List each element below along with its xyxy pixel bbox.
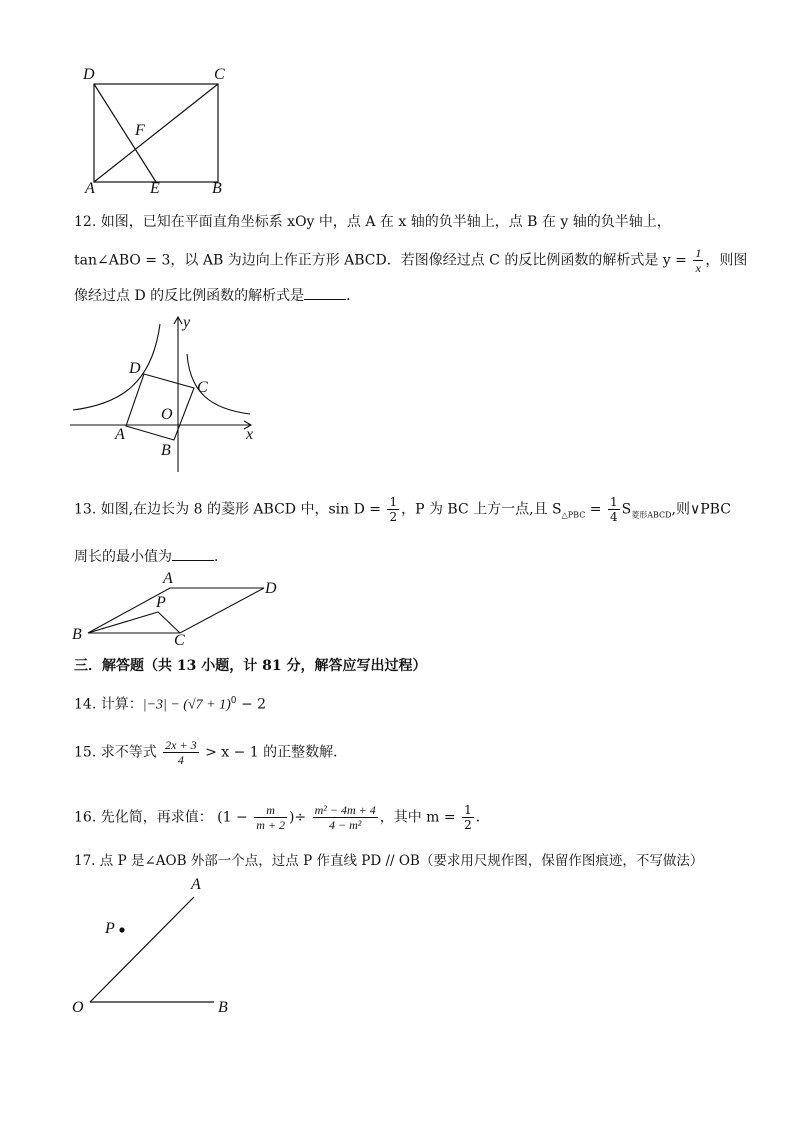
q17: 17. 点 P 是∠AOB 外部一个点，过点 P 作直线 PD // OB（要求用尺规作图，保留作图痕迹，不写做法） — [74, 853, 704, 869]
q14-expression: |−3| − (√7 + 1) — [142, 697, 231, 713]
q13-text-a: 如图,在边长为 8 的菱形 ABCD 中，sin D = — [100, 501, 382, 518]
label-D: D — [265, 580, 277, 597]
q15: 15. 求不等式 $\frac{2x + 3}{4}$ > x − 1 的正整数解． — [74, 738, 348, 767]
q13-fraction: $\frac{1}{4}$ — [609, 495, 618, 524]
q13-sub1: △PBC — [561, 510, 586, 520]
q13-number: 13. — [74, 501, 97, 518]
label-B: B — [218, 999, 228, 1016]
q12-text2b: ，则图 — [705, 252, 748, 269]
q14: 14. 计算：$|-3| - (√7 + 1)^0 - 2$ — [74, 696, 267, 713]
section-3-title: 三．解答题（共 13 小题，计 81 分，解答应写出过程） — [74, 658, 427, 674]
label-C: C — [174, 632, 185, 649]
q16: 16. 先化简，再求值： (1 − $\frac{m}{m + 2}$ )÷ $\frac{\text{m² − 4m + 4}}{\text{4 − m²}}$ ，其中 m = $\frac{1}{2}$ ． — [74, 803, 490, 832]
q12-text2a: tan∠ABO = 3，以 AB 为边向上作正方形 ABCD．若图像经过点 C 的反比例函数的解析式是 y = — [74, 252, 687, 269]
figure-rectangle — [80, 64, 240, 199]
label-A: A — [163, 570, 173, 587]
q16-fraction-3: $\frac{1}{2}$ — [464, 803, 472, 832]
label-P: P — [156, 594, 166, 611]
label-A: A — [85, 180, 95, 197]
label-P: P — [105, 920, 115, 937]
q12-text3: 像经过点 D 的反比例函数的解析式是 — [74, 288, 305, 304]
point-P-dot — [119, 927, 124, 932]
q12-answer-blank — [304, 285, 346, 300]
label-O: O — [161, 406, 173, 423]
label-B: B — [212, 180, 222, 197]
label-x: x — [246, 426, 254, 443]
label-B: B — [72, 626, 82, 643]
q16-fraction-1: $\frac{m}{m + 2}$ — [256, 803, 285, 832]
q13-text-b: ，P 为 BC 上方一点,且 S — [401, 501, 562, 518]
q15-fraction: $\frac{2x + 3}{4}$ — [165, 738, 197, 767]
q12-fraction: $\frac{1}{x}$ — [695, 246, 702, 275]
q13-answer-blank — [172, 546, 214, 561]
q13-text-e: ,则∨PBC — [671, 501, 731, 518]
label-D: D — [83, 66, 95, 83]
q16-fraction-2: $\frac{\text{m² − 4m + 4}}{\text{4 − m²}}$ — [314, 803, 376, 832]
label-E: E — [150, 180, 160, 197]
label-C: C — [197, 379, 208, 396]
q12-line2 — [74, 246, 747, 275]
figure-rhombus — [70, 570, 290, 650]
q12-text1: 如图，已知在平面直角坐标系 xOy 中，点 A 在 x 轴的负半轴上，点 B 在 y 轴的负半轴上， — [100, 214, 671, 230]
figure-angle — [68, 875, 248, 1025]
q12-line1 — [74, 211, 671, 233]
label-y: y — [183, 314, 191, 331]
label-O: O — [72, 999, 84, 1016]
q14-exponent: 0 — [230, 696, 237, 706]
q13-sin-fraction: $\frac{1}{2}$ — [389, 495, 398, 524]
q13-line1: 13. 如图,在边长为 8 的菱形 ABCD 中，sin D = $\frac{1}{2}$ ，P 为 BC 上方一点,且 $S_{\triangle PBC}$ = $\frac{1}{4}$ $S_{菱形ABCD}$,则∨PBC — [74, 495, 731, 524]
q13-line2: 周长的最小值为 ． — [74, 546, 228, 568]
q12-line3: 像经过点 D 的反比例函数的解析式是 ． — [74, 285, 360, 307]
label-D: D — [129, 360, 141, 377]
label-C: C — [214, 66, 225, 83]
q12-number: 12. — [74, 214, 97, 230]
figure-coordinate — [70, 314, 270, 474]
label-B: B — [161, 442, 171, 459]
label-F: F — [135, 122, 145, 139]
label-A: A — [115, 426, 125, 443]
q13-sub2: 菱形ABCD — [631, 510, 672, 520]
label-A: A — [191, 876, 201, 893]
rectangle-diagram — [80, 64, 240, 199]
